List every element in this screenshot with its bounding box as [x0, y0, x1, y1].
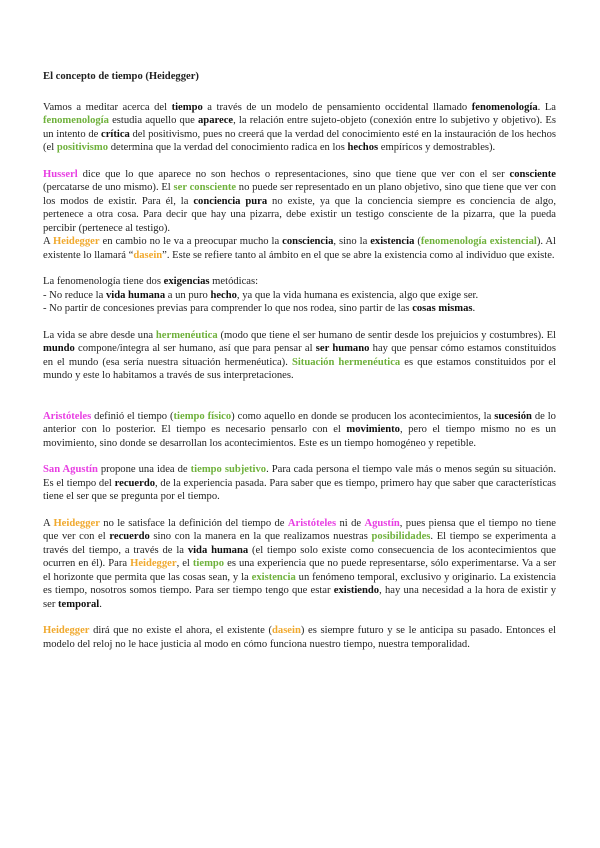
author-name: Agustín [364, 517, 400, 529]
bold-term: exigencias [163, 276, 210, 287]
text-run: . [472, 303, 476, 314]
text-run: de lo anterior con lo posterior. El tiempo es necesario pensarlo con el [43, 410, 556, 435]
paragraph-san-agustin [43, 463, 556, 504]
heidegger-term: Heidegger [53, 236, 100, 247]
green-term: tiempo [192, 558, 225, 569]
bold-term: hechos [347, 142, 379, 153]
heidegger-term: Heidegger [130, 558, 177, 569]
author-name: Aristóteles [43, 410, 92, 422]
text-run: metódicas: [209, 276, 259, 287]
green-term: tiempo subjetivo [190, 464, 267, 475]
text-run: dice que lo que aparece no son hechos o representaciones, sino que tiene que ver con el ser [77, 168, 510, 180]
text-run: no puede ser representado en un plano objetivo, sino que tiene que ver con los modos de existir. Para él, la [43, 182, 556, 207]
paragraph-exigencias [43, 275, 556, 289]
green-term: fenomenología existencial [420, 236, 537, 247]
bold-term: movimiento [346, 424, 400, 435]
text-run: no existe, ya que la conciencia siempre es conciencia de algo, pertenece a otra cosa. Para decir que hay una pizarra, debe existir un testigo consciente de la pizarra, que la pueda percibir (pertenece al testigo). [43, 195, 556, 234]
green-term: ser consciente [173, 182, 237, 193]
bold-term: recuerdo [114, 477, 156, 489]
green-term: positivismo [56, 142, 109, 153]
text-run: dirá que no existe el ahora, el existente ( [89, 625, 272, 636]
author-name: Husserl [43, 168, 78, 180]
text-run: ). Al existente lo llamará “ [43, 236, 556, 261]
bold-term: crítica [101, 128, 130, 140]
text-run: empíricos y demostrables). [378, 142, 496, 153]
heidegger-term: dasein [133, 249, 163, 261]
paragraph-heidegger-ahora [43, 624, 556, 651]
text-run: . Para cada persona el tiempo vale más o menos según su situación. Es el tiempo del [43, 464, 556, 489]
green-term: hermenéutica [155, 329, 218, 341]
heidegger-term: Heidegger [53, 517, 100, 529]
text-run: ni de [336, 517, 365, 529]
text-run: A [43, 517, 54, 529]
text-run: La fenomenología tiene dos [43, 276, 164, 287]
bold-term: existiendo [333, 585, 380, 596]
bold-term: recuerdo [109, 531, 150, 542]
bold-term: consciente [509, 168, 556, 180]
text-run: . [99, 598, 102, 610]
green-term: fenomenología [43, 115, 109, 126]
text-run: del positivismo, pues no creerá que la verdad del conocimiento esté en la instauración de los hechos (el [43, 128, 556, 153]
bold-term: existencia [370, 236, 415, 247]
text-run: , ya que la vida humana es existencia, algo que exige ser. [236, 289, 479, 301]
bold-term: vida humana [187, 544, 249, 556]
text-run: , hay una necesidad a la hora de existir y ser [43, 585, 556, 610]
bold-term: sucesión [494, 410, 532, 422]
text-run: Vamos a meditar acerca del [43, 101, 172, 113]
bold-term: consciencia [282, 236, 334, 247]
text-run: (percatarse de uno mismo). El [43, 182, 174, 193]
bold-term: cosas mismas [412, 303, 473, 314]
text-run: compone/integra al ser humano, así que para pensar al [74, 343, 316, 354]
text-run: (modo que tiene el ser humano de sentir desde los prejuicios y costumbres). El [217, 329, 556, 341]
text-run: definió el tiempo ( [91, 410, 174, 422]
text-run: A [43, 236, 54, 247]
text-run: a través de un modelo de pensamiento occidental llamado [202, 101, 472, 113]
green-term: tiempo físico [173, 410, 232, 422]
text-run: es una experiencia que no puede representarse, sólo experimentarse. Va a ser el horizonte que permita que las cosas sean, y la [43, 558, 557, 583]
text-run: sino con la manera en la que realizamos nuestras [149, 531, 372, 542]
text-run: La vida se abre desde una [43, 329, 156, 341]
paragraph-fenomenologia [43, 101, 556, 155]
text-run: - No partir de concesiones previas para comprender lo que nos rodea, sino partir de las [43, 303, 413, 314]
text-run: - No reduce la [43, 289, 106, 301]
paragraph-husserl [43, 168, 556, 236]
text-run: , pero el tiempo mismo no es un movimiento, sino donde se desarrollan los acontecimientos. Este es un tiempo homogéneo y repetible. [43, 424, 556, 449]
text-run: , de la experiencia pasada. Para saber que es tiempo, primero hay que saber que características tiene el ser que se pregunta por el tiempo. [43, 477, 556, 502]
list-item-exigencia-2 [43, 302, 556, 316]
bold-term: temporal [58, 598, 100, 610]
paragraph-heidegger-tiempo [43, 517, 556, 612]
bold-term: conciencia pura [193, 195, 268, 207]
author-name: San Agustín [43, 464, 98, 475]
text-run: determina que la verdad del conocimiento radica en los [108, 142, 348, 153]
heidegger-term: Heidegger [43, 625, 90, 636]
heidegger-term: dasein [272, 625, 301, 636]
text-run: . La [537, 101, 557, 113]
text-run: no le satisface la definición del tiempo de [99, 517, 288, 529]
text-run: ( [414, 236, 421, 247]
bold-term: mundo [43, 343, 75, 354]
green-term: existencia [251, 571, 296, 583]
bold-term: ser humano [315, 343, 370, 354]
text-run: en cambio no le va a preocupar mucho la [99, 236, 283, 247]
paragraph-heidegger-existencia [43, 235, 556, 262]
author-name: Aristóteles [287, 517, 337, 529]
green-term: posibilidades [371, 531, 431, 542]
text-run: , el [176, 558, 193, 569]
list-item-exigencia-1 [43, 289, 556, 303]
text-run: (el tiempo solo existe como consecuencia de los acontecimientos que ocurren en él). Para [43, 544, 556, 569]
bold-term: hecho [210, 289, 237, 301]
text-run: es que estamos constituidos por el mundo y este lo habitamos a través de sus interpretaciones. [43, 356, 557, 381]
text-run: un fenómeno temporal, exclusivo y originario. La existencia es tiempo, nosotros somos tiempo. Para ser tiempo tengo que estar [43, 571, 556, 596]
bold-term: vida humana [105, 289, 166, 301]
text-run: propone una idea de [97, 464, 191, 475]
text-run: a un puro [165, 289, 211, 301]
text-run: hay que pensar cómo estamos constituidos en el mundo (esa sería nuestra situación hermenéutica). [43, 343, 556, 368]
text-run: , la relación entre sujeto-objeto (conexión entre lo subjetivo y objetivo). Es un intento de [43, 115, 556, 140]
text-run: ) como aquello en donde se producen los acontecimientos, la [231, 410, 495, 422]
document-title: El concepto de tiempo (Heidegger) [43, 71, 199, 82]
text-run: , pues piensa que el tiempo no tiene que ver con el [43, 517, 556, 542]
text-run: estudia aquello que [108, 115, 198, 126]
text-run: . El tiempo se experimenta a través del tiempo, a través de la [43, 531, 557, 556]
green-term: Situación hermenéutica [291, 356, 401, 368]
text-run: ”. Este se refiere tanto al ámbito en el que se abre la existencia como al individuo que existe. [162, 249, 555, 261]
paragraph-aristoteles [43, 410, 556, 451]
bold-term: fenomenología [471, 101, 538, 113]
bold-term: tiempo [171, 101, 203, 113]
document-body [43, 70, 556, 651]
bold-term: aparece [198, 115, 234, 126]
text-run: , sino la [333, 236, 371, 247]
paragraph-hermeneutica [43, 329, 556, 383]
text-run: ) es siempre futuro y se le anticipa su pasado. Entonces el modelo del reloj no le hace justicia al modo en cómo funciona nuestro tiempo, nuestra temporalidad. [43, 625, 556, 650]
